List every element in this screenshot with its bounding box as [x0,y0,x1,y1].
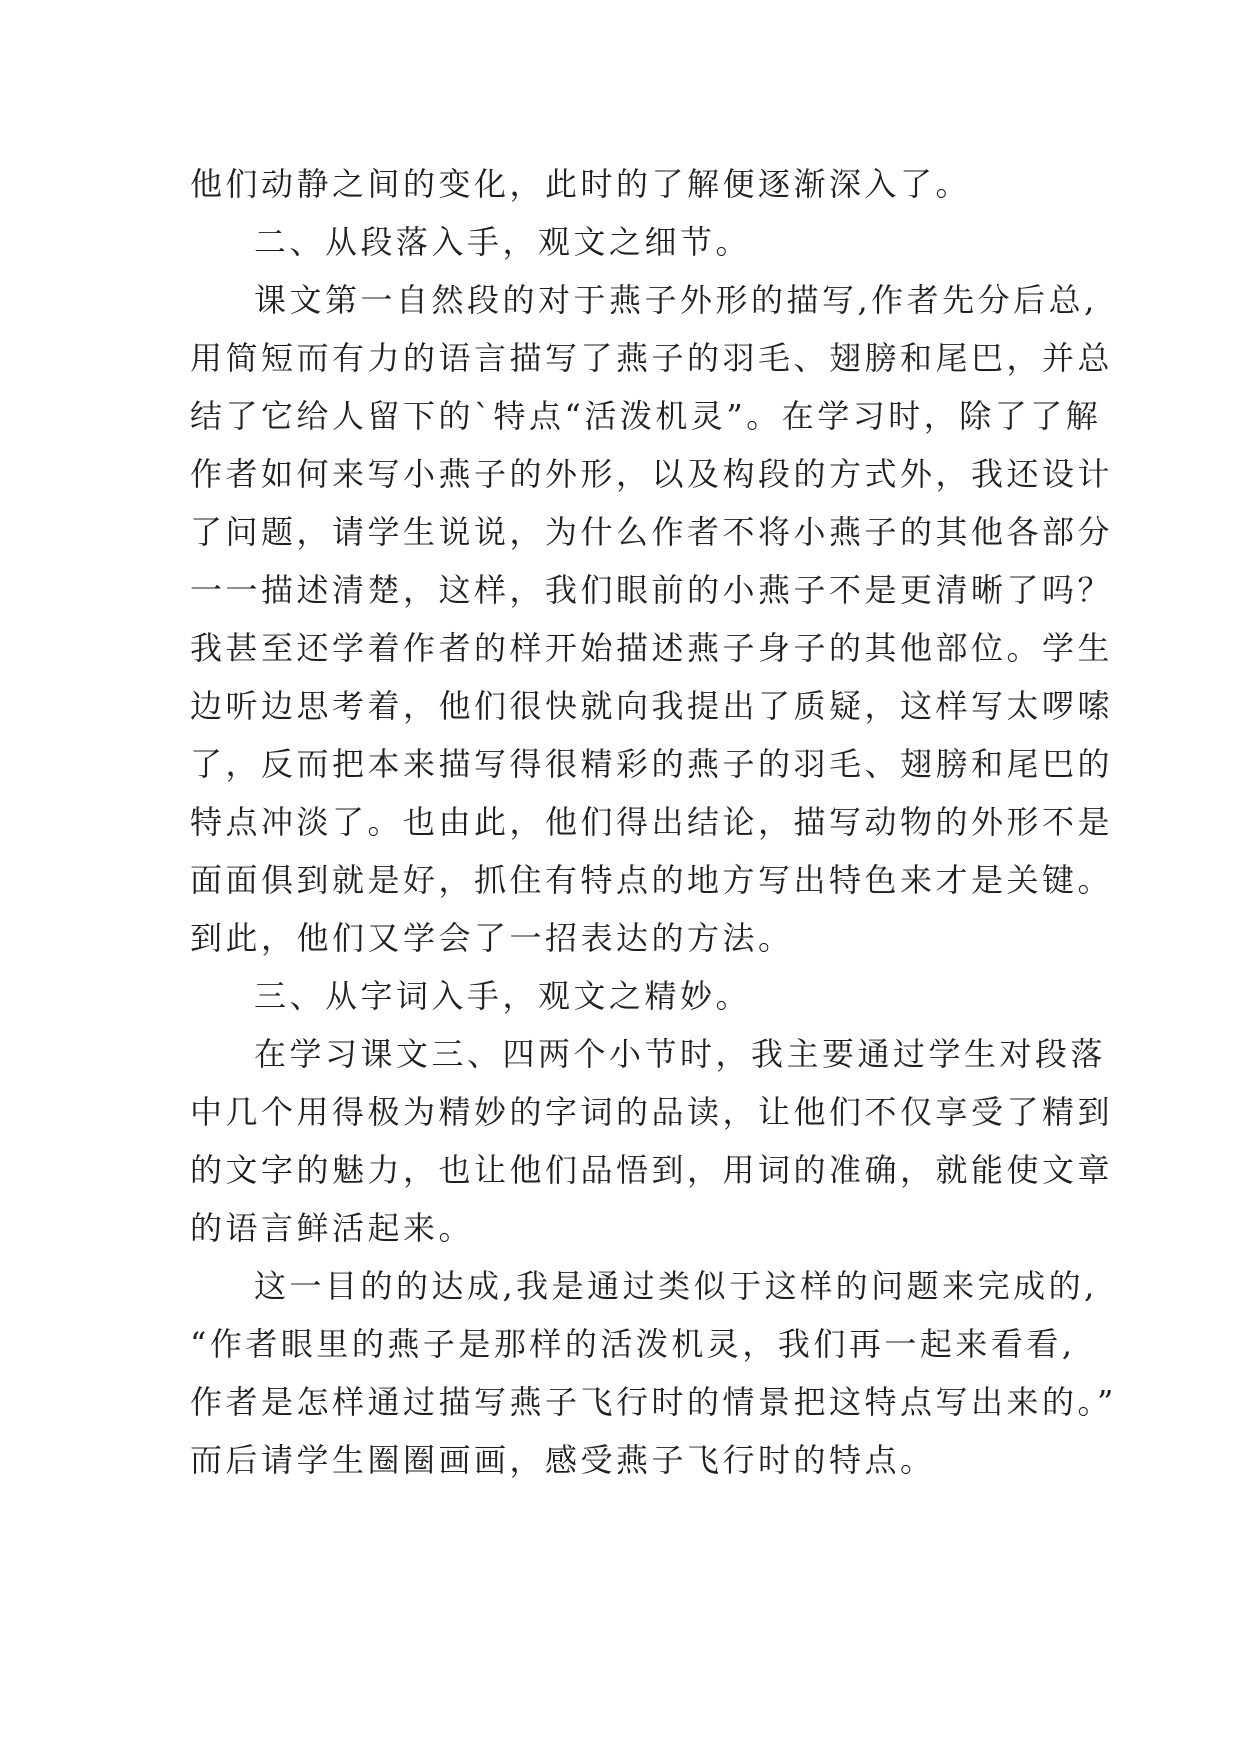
text-line-7: 了问题，请学生说说，为什么作者不将小燕子的其他各部分 [190,513,1114,551]
text-line-22: 作者是怎样通过描写燕子飞行时的情景把这特点写出来的。” [190,1383,1117,1421]
text-line-5: 结了它给人留下的`特点“活泼机灵”。在学习时，除了了解 [190,397,1102,435]
text-line-17: 中几个用得极为精妙的字词的品读，让他们不仅享受了精到 [190,1093,1114,1131]
text-line-8: 一一描述清楚，这样，我们眼前的小燕子不是更清晰了吗？ [190,571,1114,609]
text-line-20: 这一目的的达成,我是通过类似于这样的问题来完成的, [254,1267,1098,1305]
text-line-9: 我甚至还学着作者的样开始描述燕子身子的其他部位。学生 [190,629,1114,667]
text-line-21: “作者眼里的燕子是那样的活泼机灵，我们再一起来看看, [190,1325,1076,1363]
section-heading-3: 三、从字词入手，观文之精妙。 [254,977,752,1015]
text-line-19: 的语言鲜活起来。 [190,1209,475,1247]
section-heading-2: 二、从段落入手，观文之细节。 [254,223,752,261]
text-line-1: 他们动静之间的变化，此时的了解便逐渐深入了。 [190,165,972,203]
text-line-12: 特点冲淡了。也由此，他们得出结论，描写动物的外形不是 [190,803,1114,841]
text-line-3: 课文第一自然段的对于燕子外形的描写,作者先分后总, [254,281,1098,319]
text-line-11: 了，反而把本来描写得很精彩的燕子的羽毛、翅膀和尾巴的 [190,745,1114,783]
text-line-14: 到此，他们又学会了一招表达的方法。 [190,919,794,957]
text-line-4: 用简短而有力的语言描写了燕子的羽毛、翅膀和尾巴，并总 [190,339,1114,377]
text-line-6: 作者如何来写小燕子的外形，以及构段的方式外，我还设计 [190,455,1114,493]
text-line-18: 的文字的魅力，也让他们品悟到，用词的准确，就能使文章 [190,1151,1114,1189]
text-line-10: 边听边思考着，他们很快就向我提出了质疑，这样写太啰嗦 [190,687,1114,725]
text-line-23: 而后请学生圈圈画画，感受燕子飞行时的特点。 [190,1441,936,1479]
text-line-16: 在学习课文三、四两个小节时，我主要通过学生对段落 [254,1035,1107,1073]
text-line-13: 面面俱到就是好，抓住有特点的地方写出特色来才是关键。 [190,861,1114,899]
